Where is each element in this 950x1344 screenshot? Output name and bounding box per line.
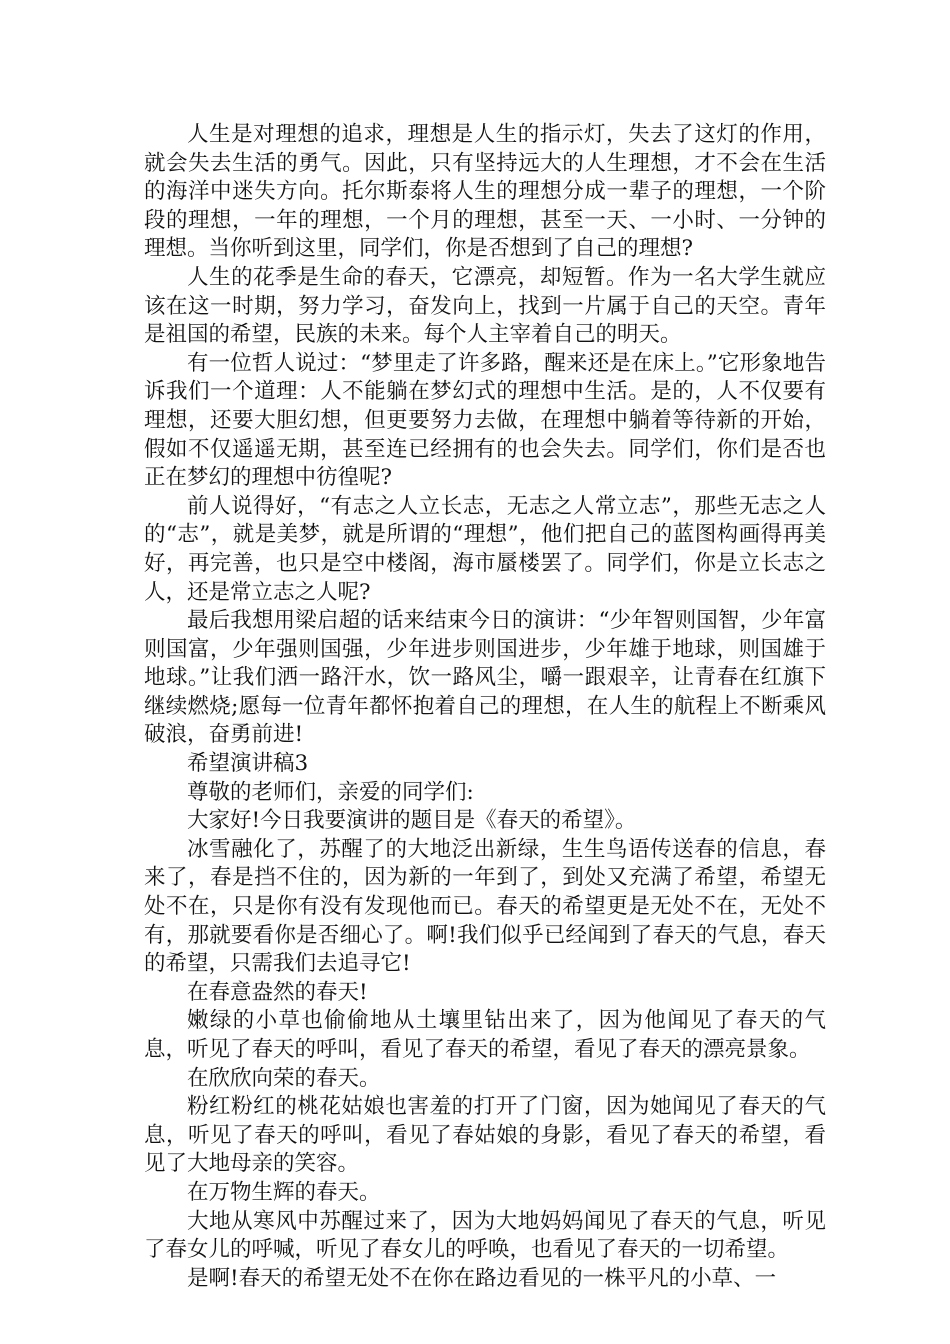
paragraph: 人生的花季是生命的春天，它漂亮，却短暂。作为一名大学生就应该在这一时期，努力学习，奋发向上，找到一片属于自己的天空。青年是祖国的希望，民族的未来。每个人主宰着自己的明天。 [144,264,826,348]
paragraph: 是啊!春天的希望无处不在你在路边看见的一株平凡的小草、一 [187,1265,777,1291]
paragraph: 前人说得好，“有志之人立长志，无志之人常立志”，那些无志之人的“志”，就是美梦，就是所谓的“理想”，他们把自己的蓝图构画得再美好，再完善，也只是空中楼阁，海市蜃楼罢了。同学们，你是立长志之人，还是常立志之人呢? [144,493,826,605]
paragraph: 嫩绿的小草也偷偷地从土壤里钻出来了，因为他闻见了春天的气息，听见了春天的呼叫，看见了春天的希望，看见了春天的漂亮景象。 [144,1008,826,1062]
paragraph: 大家好!今日我要演讲的题目是《春天的希望》。 [187,808,637,834]
paragraph: 大地从寒风中苏醒过来了，因为大地妈妈闻见了春天的气息，听见了春女儿的呼喊，听见了春女儿的呼唤，也看见了春天的一切希望。 [144,1208,826,1263]
paragraph: 有一位哲人说过：“梦里走了许多路，醒来还是在床上。”它形象地告诉我们一个道理：人不能躺在梦幻式的理想中生活。是的，人不仅要有理想，还要大胆幻想，但更要努力去做，在理想中躺着等待新的开始，假如不仅遥遥无期，甚至连已经拥有的也会失去。同学们，你们是否也正在梦幻的理想中彷徨呢? [144,350,826,491]
document-page [144,121,826,1293]
paragraph: 在万物生辉的春天。 [187,1179,381,1205]
paragraph: 粉红粉红的桃花姑娘也害羞的打开了门窗，因为她闻见了春天的气息，听见了春天的呼叫，看见了春姑娘的身影，看见了春天的希望，看见了大地母亲的笑容。 [144,1094,826,1177]
paragraph: 在春意盎然的春天! [187,979,368,1005]
paragraph: 人生是对理想的追求，理想是人生的指示灯，失去了这灯的作用，就会失去生活的勇气。因此，只有坚持远大的人生理想，才不会在生活的海洋中迷失方向。托尔斯泰将人生的理想分成一辈子的理想，一个阶段的理想，一年的理想，一个月的理想，甚至一天、一小时、一分钟的理想。当你听到这里，同学们，你是否想到了自己的理想? [144,122,826,262]
paragraph: 在欣欣向荣的春天。 [187,1065,381,1091]
paragraph: 冰雪融化了，苏醒了的大地泛出新绿，生生鸟语传送春的信息，春来了，春是挡不住的，因为新的一年到了，到处又充满了希望，希望无处不在，只是你有没有发现他而已。春天的希望更是无处不在，无处不有，那就要看你是否细心了。啊!我们似乎已经闻到了春天的气息，春天的希望，只需我们去追寻它! [144,836,826,977]
salutation: 尊敬的老师们，亲爱的同学们: [187,779,474,805]
section-heading: 希望演讲稿3 [187,751,309,777]
paragraph: 最后我想用梁启超的话来结束今日的演讲：“少年智则国智，少年富则国富，少年强则国强，少年进步则国进步，少年雄于地球，则国雄于地球。”让我们洒一路汗水，饮一路风尘，嚼一跟艰辛，让青春在红旗下继续燃烧;愿每一位青年都怀抱着自己的理想，在人生的航程上不断乘风破浪，奋勇前进! [144,608,826,748]
